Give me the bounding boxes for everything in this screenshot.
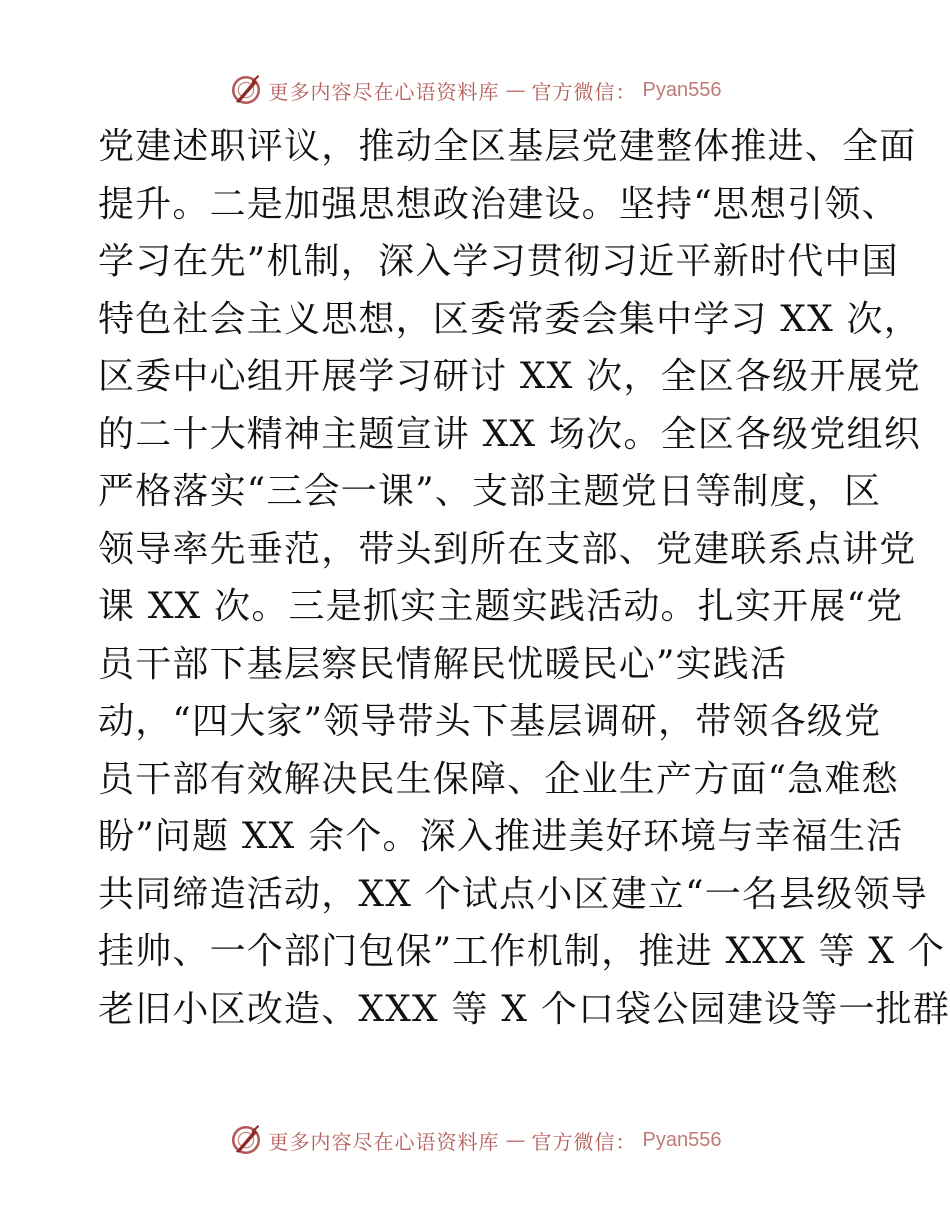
text-line: 老旧小区改造、XXX 等 X 个口袋公园建设等一批群	[98, 988, 950, 1030]
text-line: 党建述职评议，推动全区基层党建整体推进、全面	[98, 126, 917, 167]
watermark-label: 官方微信：	[531, 1129, 637, 1154]
watermark-account: Pyan556	[642, 1128, 722, 1151]
watermark-text: 更多内容尽在心语资料库	[268, 79, 500, 104]
text-line: 的二十大精神主题宣讲 XX 场次。全区各级党组织	[98, 413, 921, 455]
text-line: 课 XX 次。三是抓实主题实践活动。扎实开展“党	[98, 586, 904, 627]
quill-logo-icon	[229, 1123, 263, 1157]
document-body	[98, 118, 950, 1038]
text-line: 员干部有效解决民生保障、企业生产方面“急难愁	[98, 758, 899, 800]
text-line: 学习在先”机制，深入学习贯彻习近平新时代中国	[98, 241, 899, 282]
text-line: 员干部下基层察民情解民忧暖民心”实践活	[98, 643, 788, 685]
text-line: 盼”问题 XX 余个。深入推进美好环境与幸福生活	[98, 816, 904, 857]
watermark-text: 更多内容尽在心语资料库	[268, 1129, 500, 1154]
text-line: 严格落实“三会一课”、支部主题党日等制度，区	[98, 471, 882, 512]
watermark-account: Pyan556	[642, 78, 722, 101]
header-watermark	[0, 70, 950, 110]
text-line: 提升。二是加强思想政治建设。坚持“思想引领、	[98, 183, 899, 225]
watermark-separator: —	[505, 1128, 526, 1152]
text-line: 区委中心组开展学习研讨 XX 次，全区各级开展党	[98, 356, 921, 397]
text-line: 共同缔造活动，XX 个试点小区建立“一名县级领导	[98, 873, 928, 915]
text-line: 动，“四大家”领导带头下基层调研，带领各级党	[98, 701, 882, 742]
watermark-label: 官方微信：	[531, 79, 637, 104]
text-line: 特色社会主义思想，区委常委会集中学习 XX 次，	[98, 298, 921, 340]
text-line: 挂帅、一个部门包保”工作机制，推进 XXX 等 X 个	[98, 931, 946, 972]
watermark-separator: —	[505, 78, 526, 102]
text-line: 领导率先垂范，带头到所在支部、党建联系点讲党	[98, 528, 917, 570]
quill-logo-icon	[229, 73, 263, 107]
footer-watermark	[0, 1120, 950, 1160]
